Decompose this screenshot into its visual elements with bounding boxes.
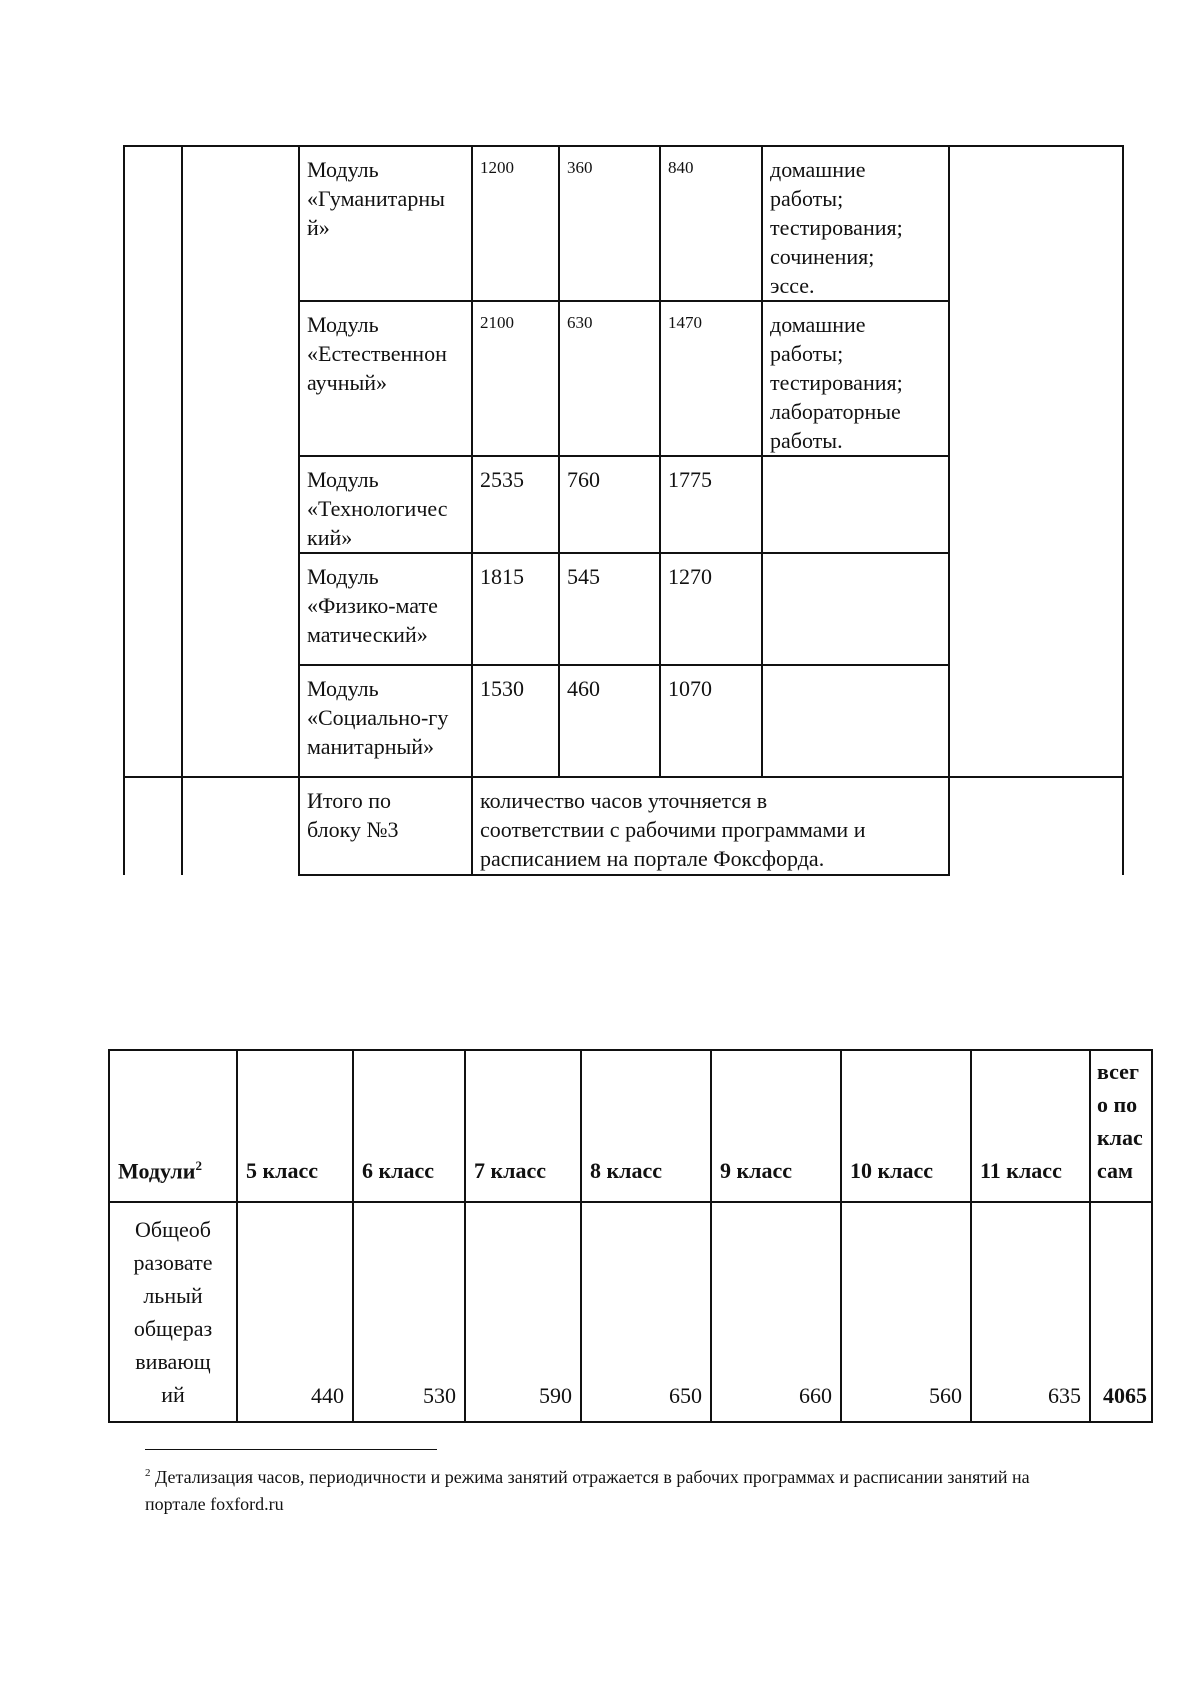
row-label-line: льный — [143, 1283, 203, 1308]
table-row — [124, 301, 1123, 456]
summary-note-line: количество часов уточняется в — [480, 788, 768, 813]
grade-hours-cell: 440 — [237, 1202, 353, 1422]
grade-hours-cell: 590 — [465, 1202, 581, 1422]
grade-hours-cell: 650 — [581, 1202, 711, 1422]
header-grade: 7 класс — [465, 1050, 581, 1202]
header-total-line: всег — [1097, 1059, 1139, 1084]
empty-cell — [182, 553, 299, 665]
table-row — [124, 665, 1123, 777]
hours-a-cell: 630 — [559, 301, 660, 456]
control-form-line: работы; — [770, 186, 844, 211]
table-header-row — [109, 1050, 1152, 1202]
control-forms-cell — [762, 146, 949, 301]
control-form-line: эссе. — [770, 273, 815, 298]
module-name-line: Модуль — [307, 564, 379, 589]
module-name-cell — [299, 301, 472, 456]
header-total-line: клас — [1097, 1125, 1143, 1150]
module-name-line: «Естественнон — [307, 341, 447, 366]
summary-label-line: Итого по — [307, 788, 391, 813]
hours-by-grade-table — [108, 1049, 1153, 1423]
control-forms-cell — [762, 456, 949, 553]
hours-total-cell: 1200 — [472, 146, 559, 301]
hours-total-cell: 1815 — [472, 553, 559, 665]
empty-cell — [182, 777, 299, 875]
footnote — [145, 1460, 1075, 1518]
module-name-line: «Социально-гу — [307, 705, 449, 730]
modules-hours-table — [123, 145, 1124, 876]
hours-b-cell: 1470 — [660, 301, 762, 456]
control-form-line: тестирования; — [770, 370, 903, 395]
module-name-line: матический» — [307, 622, 428, 647]
row-label-line: Общеоб — [135, 1217, 211, 1242]
module-name-cell — [299, 665, 472, 777]
header-total-line: сам — [1097, 1158, 1134, 1183]
module-name-line: Модуль — [307, 467, 379, 492]
control-form-line: сочинения; — [770, 244, 875, 269]
header-total-line: о по — [1097, 1092, 1138, 1117]
module-name-line: кий» — [307, 525, 353, 550]
hours-a-cell: 460 — [559, 665, 660, 777]
empty-cell — [124, 777, 182, 875]
empty-cell — [949, 456, 1123, 553]
module-name-line: «Физико-мате — [307, 593, 438, 618]
header-grade: 8 класс — [581, 1050, 711, 1202]
module-name-line: «Гуманитарны — [307, 186, 445, 211]
footnote-rule — [145, 1449, 437, 1450]
empty-cell — [124, 665, 182, 777]
header-grade: 5 класс — [237, 1050, 353, 1202]
control-form-line: домашние — [770, 312, 866, 337]
row-label-line: ий — [161, 1382, 185, 1407]
control-form-line: работы. — [770, 428, 843, 453]
control-forms-cell — [762, 553, 949, 665]
hours-b-cell: 1270 — [660, 553, 762, 665]
module-name-cell — [299, 456, 472, 553]
hours-b-cell: 1070 — [660, 665, 762, 777]
table-row — [109, 1202, 1152, 1422]
control-form-line: тестирования; — [770, 215, 903, 240]
module-name-cell — [299, 146, 472, 301]
empty-cell — [124, 301, 182, 456]
grade-hours-cell: 530 — [353, 1202, 465, 1422]
hours-b-cell: 840 — [660, 146, 762, 301]
summary-label-cell — [299, 777, 472, 875]
module-name-cell — [299, 553, 472, 665]
control-forms-cell — [762, 665, 949, 777]
footnote-text: Детализация часов, периодичности и режима занятий отражается в рабочих программах и расписании занятий на портале foxford.ru — [145, 1467, 1030, 1514]
row-label-line: вивающ — [135, 1349, 211, 1374]
empty-cell — [182, 665, 299, 777]
hours-b-cell: 1775 — [660, 456, 762, 553]
summary-note-line: расписанием на портале Фоксфорда. — [480, 846, 825, 871]
module-name-line: аучный» — [307, 370, 388, 395]
header-total — [1090, 1050, 1152, 1202]
header-grade: 11 класс — [971, 1050, 1090, 1202]
empty-cell — [949, 301, 1123, 456]
empty-cell — [124, 456, 182, 553]
row-label-general-education — [109, 1202, 237, 1422]
summary-row — [124, 777, 1123, 875]
hours-a-cell: 545 — [559, 553, 660, 665]
control-form-line: лабораторные — [770, 399, 901, 424]
grade-hours-cell: 560 — [841, 1202, 971, 1422]
row-label-line: разовате — [133, 1250, 213, 1275]
header-grade: 6 класс — [353, 1050, 465, 1202]
hours-total-cell: 1530 — [472, 665, 559, 777]
header-modules: Модули$^2$ — [109, 1050, 237, 1202]
hours-a-cell: 360 — [559, 146, 660, 301]
empty-cell — [124, 553, 182, 665]
grade-hours-cell: 660 — [711, 1202, 841, 1422]
empty-cell — [949, 665, 1123, 777]
empty-cell — [182, 146, 299, 301]
control-form-line: домашние — [770, 157, 866, 182]
total-hours-cell: 4065 — [1090, 1202, 1152, 1422]
empty-cell — [949, 553, 1123, 665]
module-name-line: Модуль — [307, 157, 379, 182]
module-name-line: «Технологичес — [307, 496, 448, 521]
module-name-line: Модуль — [307, 312, 379, 337]
row-label-line: общераз — [133, 1316, 213, 1341]
module-name-line: Модуль — [307, 676, 379, 701]
module-name-line: манитарный» — [307, 734, 435, 759]
table-row — [124, 553, 1123, 665]
footnote-mark: 2 — [145, 1467, 151, 1479]
empty-cell — [182, 301, 299, 456]
header-grade: 10 класс — [841, 1050, 971, 1202]
hours-total-cell: 2100 — [472, 301, 559, 456]
summary-note-line: соответствии с рабочими программами и — [480, 817, 866, 842]
table-row — [124, 146, 1123, 301]
table-row — [124, 456, 1123, 553]
header-grade: 9 класс — [711, 1050, 841, 1202]
hours-a-cell: 760 — [559, 456, 660, 553]
hours-total-cell: 2535 — [472, 456, 559, 553]
module-name-line: й» — [307, 215, 330, 240]
control-form-line: работы; — [770, 341, 844, 366]
modules-hours-body — [124, 146, 1123, 875]
empty-cell — [949, 777, 1123, 875]
empty-cell — [949, 146, 1123, 301]
grade-hours-cell: 635 — [971, 1202, 1090, 1422]
summary-label-line: блоку №3 — [307, 817, 399, 842]
summary-note-cell — [472, 777, 949, 875]
control-forms-cell — [762, 301, 949, 456]
empty-cell — [124, 146, 182, 301]
empty-cell — [182, 456, 299, 553]
